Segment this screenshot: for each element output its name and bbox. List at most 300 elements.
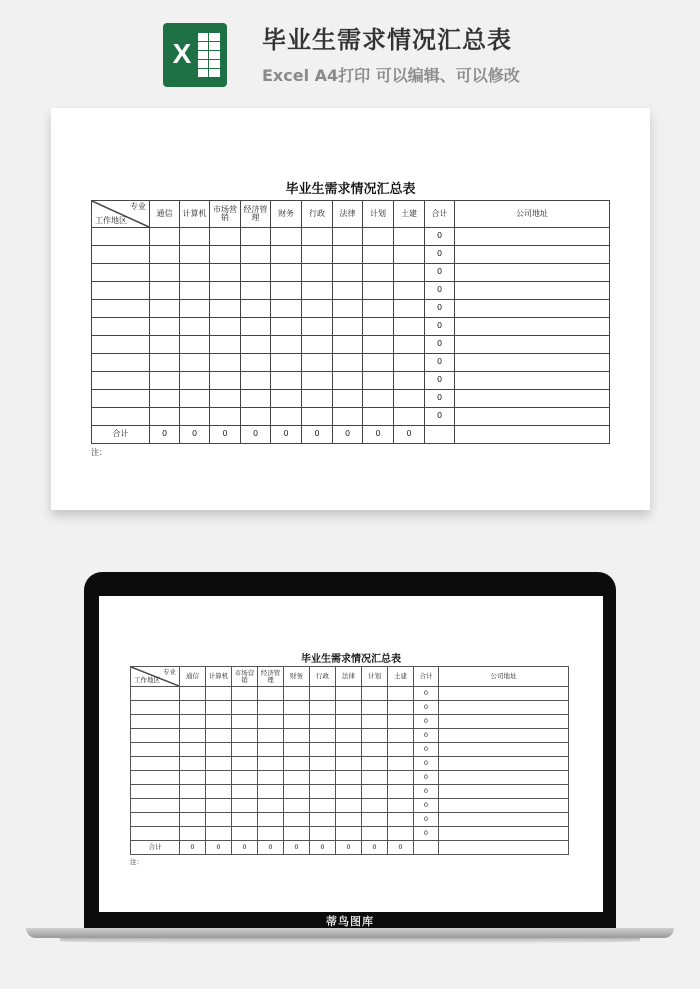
data-cell[interactable]: [363, 300, 394, 318]
data-cell[interactable]: [333, 246, 363, 264]
column-total-cell[interactable]: 0: [388, 841, 414, 855]
data-cell[interactable]: [336, 729, 362, 743]
data-cell[interactable]: [180, 390, 210, 408]
data-cell[interactable]: [310, 827, 336, 841]
excel-icon: [163, 23, 227, 87]
data-cell[interactable]: [180, 743, 206, 757]
data-cell[interactable]: [150, 282, 180, 300]
data-cell[interactable]: [180, 715, 206, 729]
table-row: [131, 729, 569, 743]
data-cell[interactable]: [455, 426, 610, 444]
data-cell[interactable]: [150, 318, 180, 336]
data-cell[interactable]: [210, 264, 241, 282]
data-cell[interactable]: [388, 715, 414, 729]
data-cell[interactable]: [388, 785, 414, 799]
column-total-cell[interactable]: 0: [284, 841, 310, 855]
data-cell[interactable]: [92, 390, 150, 408]
data-cell[interactable]: [310, 813, 336, 827]
data-cell[interactable]: [284, 757, 310, 771]
column-header: 土建: [388, 667, 414, 687]
row-total-cell[interactable]: 0: [414, 687, 439, 701]
data-cell[interactable]: [336, 687, 362, 701]
data-cell[interactable]: [150, 246, 180, 264]
column-total-cell[interactable]: 0: [394, 426, 425, 444]
data-cell[interactable]: [241, 336, 271, 354]
data-cell[interactable]: [310, 757, 336, 771]
data-cell[interactable]: [206, 701, 232, 715]
data-cell[interactable]: [333, 300, 363, 318]
data-cell[interactable]: [302, 246, 333, 264]
data-cell[interactable]: [258, 813, 284, 827]
data-cell[interactable]: [336, 771, 362, 785]
data-cell[interactable]: [131, 701, 180, 715]
data-cell[interactable]: [388, 701, 414, 715]
laptop-shadow: [60, 938, 640, 944]
data-cell[interactable]: [310, 701, 336, 715]
data-cell[interactable]: [241, 282, 271, 300]
data-cell[interactable]: [284, 687, 310, 701]
data-cell[interactable]: [232, 757, 258, 771]
data-cell[interactable]: [210, 354, 241, 372]
data-cell[interactable]: [310, 743, 336, 757]
data-cell[interactable]: [210, 408, 241, 426]
data-cell[interactable]: [92, 300, 150, 318]
data-cell[interactable]: [336, 701, 362, 715]
data-cell[interactable]: [388, 813, 414, 827]
data-cell[interactable]: [394, 390, 425, 408]
row-total-cell[interactable]: 0: [425, 408, 455, 426]
data-cell[interactable]: [241, 318, 271, 336]
data-cell[interactable]: [394, 354, 425, 372]
data-cell[interactable]: [284, 771, 310, 785]
data-cell[interactable]: [302, 282, 333, 300]
data-cell[interactable]: [232, 743, 258, 757]
corner-major-label: 专业: [163, 668, 176, 676]
column-total-cell[interactable]: 0: [241, 426, 271, 444]
row-total-cell[interactable]: 0: [414, 827, 439, 841]
data-cell[interactable]: [206, 827, 232, 841]
data-cell[interactable]: [363, 246, 394, 264]
data-cell[interactable]: [92, 282, 150, 300]
data-cell[interactable]: [206, 757, 232, 771]
data-cell[interactable]: [302, 408, 333, 426]
data-cell[interactable]: [232, 771, 258, 785]
row-total-cell[interactable]: 0: [425, 246, 455, 264]
data-cell[interactable]: [150, 372, 180, 390]
data-cell[interactable]: [455, 354, 610, 372]
data-cell[interactable]: [362, 827, 388, 841]
data-cell[interactable]: [210, 336, 241, 354]
data-cell[interactable]: [302, 264, 333, 282]
data-cell[interactable]: [439, 771, 569, 785]
data-cell[interactable]: [362, 729, 388, 743]
data-cell[interactable]: [92, 408, 150, 426]
data-cell[interactable]: [258, 785, 284, 799]
data-cell[interactable]: [284, 827, 310, 841]
data-cell[interactable]: [180, 729, 206, 743]
data-cell[interactable]: [302, 318, 333, 336]
data-cell[interactable]: [394, 228, 425, 246]
data-cell[interactable]: [180, 282, 210, 300]
data-cell[interactable]: [455, 264, 610, 282]
data-cell[interactable]: [131, 785, 180, 799]
data-cell[interactable]: [394, 408, 425, 426]
data-cell[interactable]: [394, 246, 425, 264]
data-cell[interactable]: [333, 282, 363, 300]
data-cell[interactable]: [333, 318, 363, 336]
row-total-cell[interactable]: 0: [425, 264, 455, 282]
data-cell[interactable]: [362, 771, 388, 785]
data-cell[interactable]: [258, 771, 284, 785]
data-cell[interactable]: [394, 372, 425, 390]
row-total-cell[interactable]: 0: [414, 771, 439, 785]
data-cell[interactable]: [333, 354, 363, 372]
row-total-cell[interactable]: 0: [425, 300, 455, 318]
data-cell[interactable]: [455, 372, 610, 390]
data-cell[interactable]: [455, 246, 610, 264]
data-cell[interactable]: [258, 715, 284, 729]
data-cell[interactable]: [210, 228, 241, 246]
data-cell[interactable]: [363, 228, 394, 246]
data-cell[interactable]: [455, 228, 610, 246]
data-cell[interactable]: [206, 771, 232, 785]
data-cell[interactable]: [333, 336, 363, 354]
data-cell[interactable]: [388, 687, 414, 701]
data-cell[interactable]: [241, 390, 271, 408]
data-cell[interactable]: [232, 729, 258, 743]
data-cell[interactable]: [210, 318, 241, 336]
column-total-cell[interactable]: 0: [333, 426, 363, 444]
data-cell[interactable]: [455, 318, 610, 336]
data-cell[interactable]: [210, 246, 241, 264]
data-cell[interactable]: [363, 390, 394, 408]
data-cell[interactable]: [92, 372, 150, 390]
data-cell[interactable]: [241, 372, 271, 390]
data-cell[interactable]: [336, 743, 362, 757]
data-cell[interactable]: [363, 354, 394, 372]
row-total-cell[interactable]: 0: [414, 729, 439, 743]
row-total-cell[interactable]: 0: [414, 715, 439, 729]
data-cell[interactable]: [210, 282, 241, 300]
data-cell[interactable]: [439, 687, 569, 701]
data-cell[interactable]: [394, 336, 425, 354]
data-cell[interactable]: [258, 827, 284, 841]
data-cell[interactable]: [232, 813, 258, 827]
data-cell[interactable]: [336, 827, 362, 841]
total-row: [131, 841, 569, 855]
column-total-cell[interactable]: 0: [336, 841, 362, 855]
data-cell[interactable]: [362, 799, 388, 813]
data-cell[interactable]: [150, 300, 180, 318]
data-cell[interactable]: [455, 300, 610, 318]
data-cell[interactable]: [302, 336, 333, 354]
data-cell[interactable]: [363, 264, 394, 282]
data-cell[interactable]: [362, 701, 388, 715]
data-cell[interactable]: [241, 264, 271, 282]
row-total-cell[interactable]: 0: [425, 318, 455, 336]
table-row: [92, 354, 610, 372]
data-cell[interactable]: [180, 354, 210, 372]
data-cell[interactable]: [362, 743, 388, 757]
data-cell[interactable]: [92, 228, 150, 246]
column-total-cell[interactable]: 0: [310, 841, 336, 855]
column-total-cell[interactable]: 0: [206, 841, 232, 855]
data-cell[interactable]: [180, 264, 210, 282]
data-cell[interactable]: [394, 282, 425, 300]
data-cell[interactable]: [206, 715, 232, 729]
data-cell[interactable]: [92, 246, 150, 264]
column-total-cell[interactable]: 0: [210, 426, 241, 444]
data-cell[interactable]: [388, 729, 414, 743]
data-cell[interactable]: [258, 743, 284, 757]
data-cell[interactable]: [439, 813, 569, 827]
data-cell[interactable]: [180, 300, 210, 318]
data-cell[interactable]: [362, 785, 388, 799]
data-cell[interactable]: [258, 729, 284, 743]
data-cell[interactable]: [232, 799, 258, 813]
data-cell[interactable]: [284, 785, 310, 799]
data-cell[interactable]: [333, 390, 363, 408]
data-cell[interactable]: [271, 408, 302, 426]
data-cell[interactable]: [180, 827, 206, 841]
data-cell[interactable]: [150, 336, 180, 354]
data-cell[interactable]: [271, 246, 302, 264]
column-total-cell[interactable]: 0: [258, 841, 284, 855]
data-cell[interactable]: [302, 300, 333, 318]
data-cell[interactable]: [439, 729, 569, 743]
data-cell[interactable]: [131, 771, 180, 785]
data-cell[interactable]: [363, 408, 394, 426]
data-cell[interactable]: [439, 827, 569, 841]
corner-region-label: 工作地区: [95, 215, 127, 225]
data-cell[interactable]: [333, 264, 363, 282]
data-cell[interactable]: [131, 827, 180, 841]
row-total-cell[interactable]: 0: [425, 282, 455, 300]
data-cell[interactable]: [131, 715, 180, 729]
row-total-cell[interactable]: 0: [425, 228, 455, 246]
data-cell[interactable]: [131, 813, 180, 827]
data-cell[interactable]: [258, 799, 284, 813]
data-cell[interactable]: [362, 687, 388, 701]
data-cell[interactable]: [210, 372, 241, 390]
column-total-cell[interactable]: 0: [302, 426, 333, 444]
data-cell[interactable]: [131, 743, 180, 757]
column-total-cell[interactable]: 0: [362, 841, 388, 855]
data-cell[interactable]: [241, 408, 271, 426]
data-cell[interactable]: [302, 390, 333, 408]
data-cell[interactable]: [302, 354, 333, 372]
data-cell[interactable]: [363, 372, 394, 390]
data-cell[interactable]: [333, 408, 363, 426]
data-cell[interactable]: [180, 813, 206, 827]
data-cell[interactable]: [92, 318, 150, 336]
data-cell[interactable]: [180, 372, 210, 390]
data-cell[interactable]: [180, 336, 210, 354]
data-cell[interactable]: [455, 408, 610, 426]
row-total-cell[interactable]: 0: [425, 372, 455, 390]
data-cell[interactable]: [271, 372, 302, 390]
data-cell[interactable]: [271, 318, 302, 336]
data-cell[interactable]: [394, 300, 425, 318]
data-cell[interactable]: [388, 799, 414, 813]
data-cell[interactable]: [336, 715, 362, 729]
data-cell[interactable]: [92, 336, 150, 354]
data-cell[interactable]: [92, 264, 150, 282]
data-cell[interactable]: [455, 336, 610, 354]
data-cell[interactable]: [180, 799, 206, 813]
data-cell[interactable]: [414, 841, 439, 855]
data-cell[interactable]: [363, 336, 394, 354]
data-cell[interactable]: [302, 228, 333, 246]
data-cell[interactable]: [180, 701, 206, 715]
data-cell[interactable]: [150, 390, 180, 408]
data-cell[interactable]: [271, 300, 302, 318]
data-cell[interactable]: [439, 799, 569, 813]
data-cell[interactable]: [241, 354, 271, 372]
data-cell[interactable]: [455, 282, 610, 300]
data-cell[interactable]: [206, 813, 232, 827]
data-cell[interactable]: [388, 771, 414, 785]
row-total-cell[interactable]: 0: [414, 813, 439, 827]
data-cell[interactable]: [241, 228, 271, 246]
data-cell[interactable]: [336, 785, 362, 799]
data-cell[interactable]: [284, 729, 310, 743]
data-cell[interactable]: [310, 687, 336, 701]
data-cell[interactable]: [284, 799, 310, 813]
data-cell[interactable]: [180, 228, 210, 246]
column-total-cell[interactable]: 0: [232, 841, 258, 855]
laptop-base: [26, 928, 674, 938]
row-total-cell[interactable]: 0: [414, 785, 439, 799]
data-cell[interactable]: [150, 354, 180, 372]
row-total-cell[interactable]: 0: [414, 799, 439, 813]
data-cell[interactable]: [310, 729, 336, 743]
data-cell[interactable]: [388, 827, 414, 841]
data-cell[interactable]: [271, 282, 302, 300]
data-cell[interactable]: [271, 228, 302, 246]
data-cell[interactable]: [394, 264, 425, 282]
data-cell[interactable]: [310, 771, 336, 785]
data-cell[interactable]: [362, 813, 388, 827]
data-cell[interactable]: [206, 743, 232, 757]
data-cell[interactable]: [258, 687, 284, 701]
column-total-cell[interactable]: 0: [271, 426, 302, 444]
data-cell[interactable]: [150, 408, 180, 426]
data-cell[interactable]: [388, 757, 414, 771]
data-cell[interactable]: [180, 318, 210, 336]
data-cell[interactable]: [336, 757, 362, 771]
data-cell[interactable]: [439, 841, 569, 855]
data-cell[interactable]: [439, 701, 569, 715]
corner-header-cell: [92, 201, 150, 228]
data-cell[interactable]: [394, 318, 425, 336]
data-cell[interactable]: [232, 701, 258, 715]
data-cell[interactable]: [284, 743, 310, 757]
row-total-cell[interactable]: 0: [425, 390, 455, 408]
data-cell[interactable]: [310, 799, 336, 813]
data-cell[interactable]: [232, 785, 258, 799]
data-cell[interactable]: [271, 390, 302, 408]
data-cell[interactable]: [180, 785, 206, 799]
data-cell[interactable]: [206, 799, 232, 813]
data-cell[interactable]: [284, 813, 310, 827]
data-cell[interactable]: [150, 264, 180, 282]
row-total-cell[interactable]: 0: [425, 354, 455, 372]
data-cell[interactable]: [258, 757, 284, 771]
column-total-cell[interactable]: 0: [180, 426, 210, 444]
data-cell[interactable]: [232, 715, 258, 729]
data-cell[interactable]: [388, 743, 414, 757]
data-cell[interactable]: [310, 785, 336, 799]
data-cell[interactable]: [310, 715, 336, 729]
data-cell[interactable]: [336, 813, 362, 827]
data-cell[interactable]: [210, 300, 241, 318]
data-cell[interactable]: [439, 757, 569, 771]
data-cell[interactable]: [131, 729, 180, 743]
data-cell[interactable]: [131, 687, 180, 701]
data-cell[interactable]: [425, 426, 455, 444]
data-cell[interactable]: [258, 701, 284, 715]
row-total-cell[interactable]: 0: [425, 336, 455, 354]
row-total-cell[interactable]: 0: [414, 757, 439, 771]
data-cell[interactable]: [180, 687, 206, 701]
data-cell[interactable]: [333, 372, 363, 390]
column-header: 计划: [363, 201, 394, 228]
data-cell[interactable]: [363, 282, 394, 300]
data-cell[interactable]: [241, 300, 271, 318]
column-total-cell[interactable]: 0: [150, 426, 180, 444]
data-cell[interactable]: [271, 264, 302, 282]
data-cell[interactable]: [131, 799, 180, 813]
data-cell[interactable]: [362, 757, 388, 771]
data-cell[interactable]: [150, 228, 180, 246]
data-cell[interactable]: [232, 687, 258, 701]
data-cell[interactable]: [362, 715, 388, 729]
data-cell[interactable]: [180, 771, 206, 785]
column-total-cell[interactable]: 0: [180, 841, 206, 855]
data-cell[interactable]: [180, 757, 206, 771]
data-cell[interactable]: [210, 390, 241, 408]
data-cell[interactable]: [206, 687, 232, 701]
column-total-cell[interactable]: 0: [363, 426, 394, 444]
data-cell[interactable]: [232, 827, 258, 841]
data-cell[interactable]: [206, 729, 232, 743]
data-cell[interactable]: [131, 757, 180, 771]
data-cell[interactable]: [363, 318, 394, 336]
data-cell[interactable]: [180, 408, 210, 426]
table-row: [92, 372, 610, 390]
data-cell[interactable]: [92, 354, 150, 372]
data-cell[interactable]: [284, 701, 310, 715]
data-cell[interactable]: [241, 246, 271, 264]
row-total-cell[interactable]: 0: [414, 743, 439, 757]
data-cell[interactable]: [455, 390, 610, 408]
data-cell[interactable]: [439, 743, 569, 757]
data-cell[interactable]: [439, 785, 569, 799]
table-row: [131, 701, 569, 715]
data-cell[interactable]: [271, 336, 302, 354]
page-subtitle: Excel A4打印 可以编辑、可以修改: [262, 66, 520, 85]
data-cell[interactable]: [271, 354, 302, 372]
data-cell[interactable]: [333, 228, 363, 246]
row-total-cell[interactable]: 0: [414, 701, 439, 715]
data-cell[interactable]: [206, 785, 232, 799]
data-cell[interactable]: [336, 799, 362, 813]
data-cell[interactable]: [180, 246, 210, 264]
data-cell[interactable]: [302, 372, 333, 390]
data-cell[interactable]: [439, 715, 569, 729]
data-cell[interactable]: [284, 715, 310, 729]
